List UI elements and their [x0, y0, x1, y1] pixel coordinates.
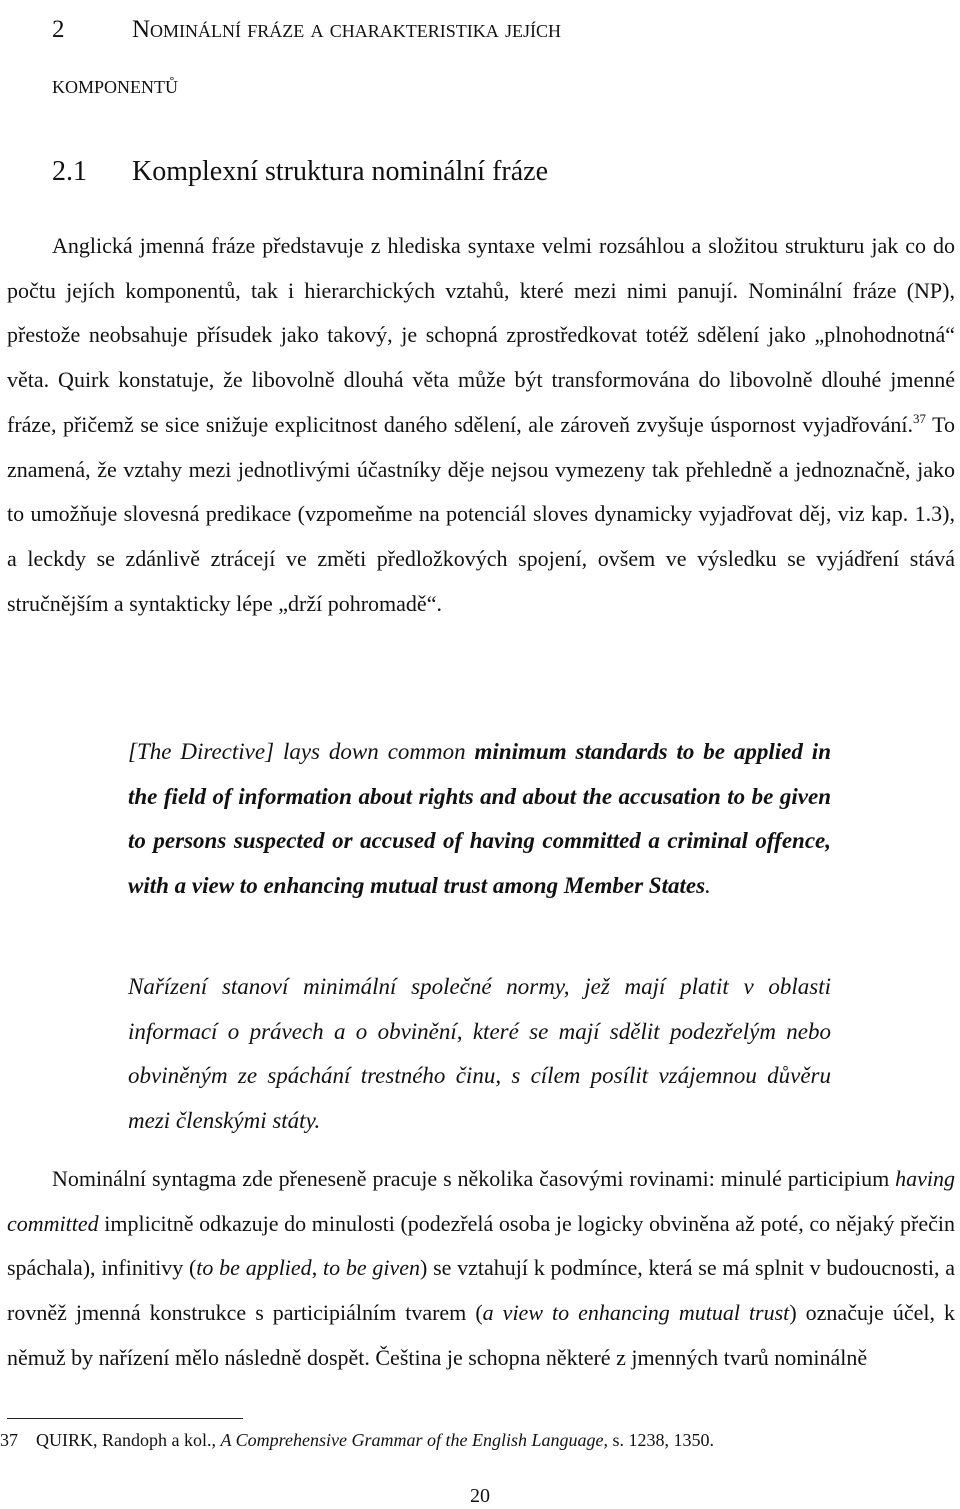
page-number: 20	[470, 1485, 490, 1507]
chapter-title-line2: komponentů	[52, 72, 178, 99]
paragraph-analysis-italic-4: a view to enhancing mutual trust	[482, 1300, 790, 1326]
quote-english-bold: minimum standards to be applied in the field of information about rights and about the accusation to be given to persons suspected or accused of having committed a criminal offence, with a view to enhancing mutual trust among Member States	[128, 739, 831, 899]
chapter-title-line1: Nominální fráze a charakteristika jejích	[132, 16, 562, 43]
paragraph-intro	[7, 224, 955, 626]
paragraph-analysis-text-3: ,	[311, 1255, 323, 1281]
paragraph-analysis	[7, 1157, 955, 1381]
paragraph-analysis-italic-3: to be given	[322, 1255, 420, 1281]
quote-czech: Nařízení stanoví minimální společné normy, jež mají platit v oblasti informací o právech a o obvinění, které se mají sdělit podezřelým nebo obviněným ze spáchání trestného činu, s cílem posílit vzájemnou důvěru mezi členskými státy.	[128, 974, 831, 1134]
chapter-number: 2	[52, 16, 65, 43]
footnote	[0, 1428, 960, 1452]
section-number: 2.1	[52, 156, 87, 187]
section-title: Komplexní struktura nominální fráze	[132, 156, 548, 187]
paragraph-intro-text-a: Anglická jmenná fráze představuje z hlediska syntaxe velmi rozsáhlou a složitou strukturu jak co do počtu jejích komponentů, tak i hierarchických vztahů, které mezi nimi panují. Nominální fráze (NP), přestože neobsahuje přísudek jako takový, je schopná zprostředkovat totéž sdělení jako „plnohodnotná“ věta. Quirk konstatuje, že libovolně dlouhá věta může být transformována do libovolně dlouhé jmenné fráze, přičemž se sice snižuje explicitnost daného sdělení, ale zároveň zvyšuje úspornost vyjadřování.	[7, 233, 955, 437]
chapter-heading	[52, 2, 932, 114]
section-heading	[52, 150, 548, 194]
footnote-divider	[7, 1418, 243, 1419]
paragraph-analysis-italic-1: having committed	[7, 1166, 955, 1236]
quote-english	[128, 730, 831, 909]
paragraph-analysis-text-5: ) označuje účel, k němuž by nařízení mělo následně dospět. Čeština je schopna některé z jmenných tvarů nominálně	[7, 1300, 956, 1370]
footnote-reference[interactable]: 37	[912, 410, 926, 426]
footnote-number: 37	[0, 1430, 18, 1450]
quote-english-plain: [The Directive] lays down common	[128, 739, 475, 764]
paragraph-analysis-text-2: implicitně odkazuje do minulosti (podezřelá osoba je logicky obviněna až poté, co nějaký přečin spáchala), infinitivy (	[7, 1210, 955, 1281]
paragraph-analysis-text-1: Nominální syntagma zde přeneseně pracuje s několika časovými rovinami: minulé participium	[52, 1166, 896, 1191]
paragraph-analysis-text-4: ) se vztahují k podmínce, která se má splnit v budoucnosti, a rovněž jmenná konstrukce s participiálním tvarem (	[7, 1255, 955, 1326]
footnote-book-title: A Comprehensive Grammar of the English Language	[220, 1430, 604, 1450]
quote-english-end: .	[705, 873, 711, 899]
paragraph-intro-text-b: To znamená, že vztahy mezi jednotlivými účastníky děje nejsou vymezeny tak přehledně a jednoznačně, jako to umožňuje slovesná predikace (vzpomeňme na potenciál sloves dynamicky vyjadřovat děj, viz kap. 1.3), a leckdy se zdánlivě ztrácejí ve změti předložkových spojení, ovšem ve výsledku se vyjádření stává stručnějším a syntakticky lépe „drží pohromadě“.	[7, 411, 955, 616]
paragraph-analysis-italic-2: to be applied	[196, 1255, 312, 1281]
footnote-text-a: QUIRK, Randoph a kol.,	[36, 1430, 221, 1450]
footnote-text-b: , s. 1238, 1350.	[603, 1430, 714, 1450]
